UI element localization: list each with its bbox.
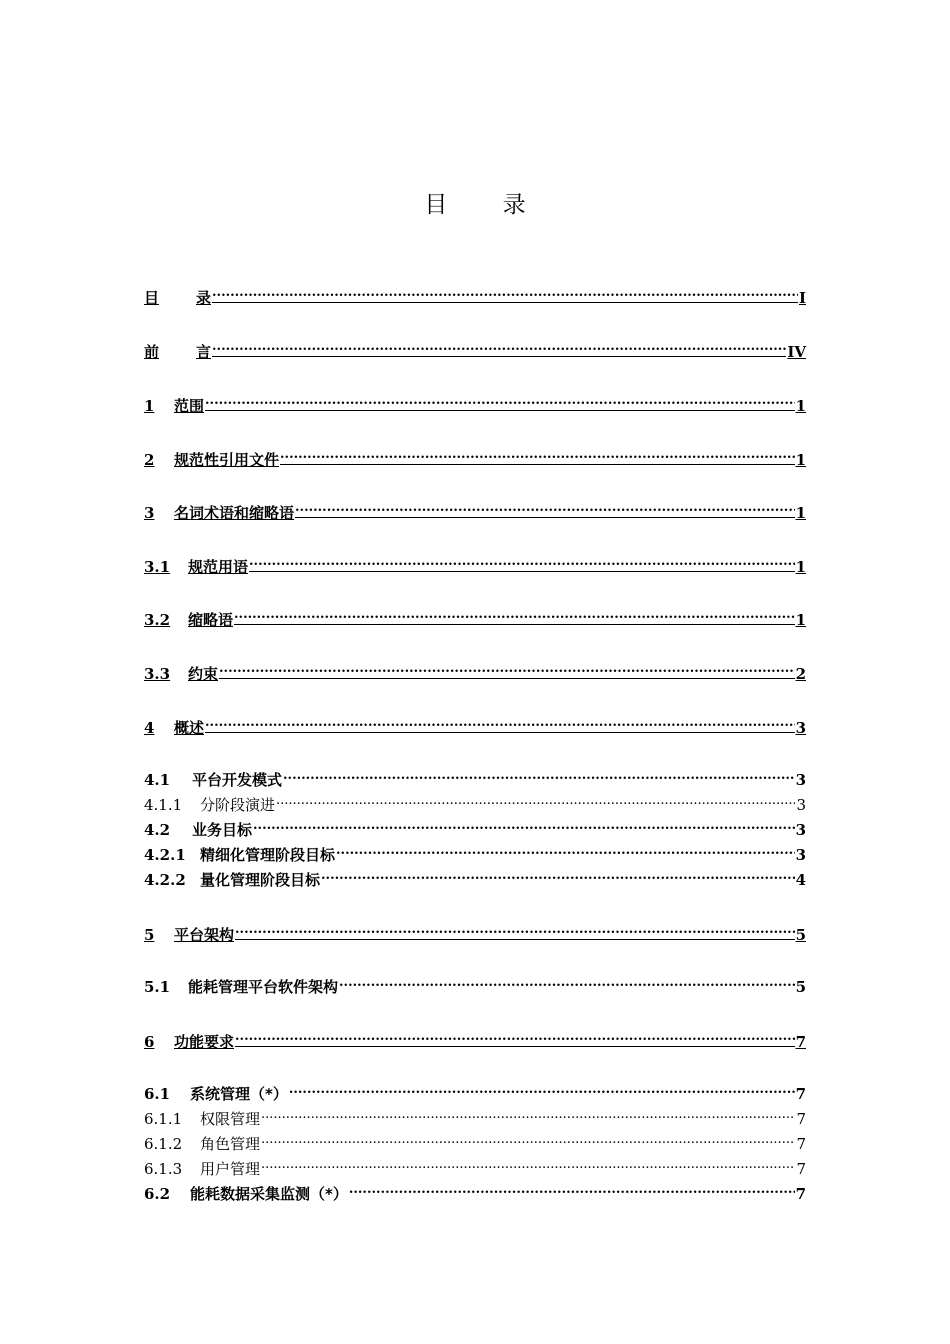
toc-entry-title: 缩略语 [188, 611, 234, 629]
toc-entry[interactable] [144, 503, 806, 522]
toc-dot-leader [261, 1160, 795, 1174]
toc-dot-leader [212, 288, 798, 303]
toc-entry-number: 4.1 [144, 771, 171, 789]
toc-entry-title: 系统管理（*） [190, 1085, 288, 1103]
toc-entry-number: 4.2.1 [144, 846, 186, 864]
toc-dot-leader [295, 503, 795, 518]
toc-entry[interactable] [144, 342, 806, 361]
title-char-2: 录 [502, 192, 526, 218]
toc-entry[interactable] [144, 771, 806, 789]
toc-dot-leader [234, 610, 795, 625]
toc-entry-page: 3 [795, 846, 806, 864]
toc-dot-leader [283, 771, 795, 785]
toc-entry[interactable] [144, 978, 806, 996]
toc-entry-number: 目 [144, 289, 160, 307]
toc-entry-number: 4.2 [144, 821, 171, 839]
toc-entry-page: I [798, 289, 806, 307]
toc-entry-title: 规范性引用文件 [174, 451, 280, 469]
toc-dot-leader [289, 1085, 795, 1099]
toc-dot-leader [261, 1135, 795, 1149]
toc-dot-leader [212, 342, 786, 357]
toc-entry-title: 言 [196, 343, 212, 361]
toc-entry-title: 分阶段演进 [200, 796, 276, 814]
toc-dot-leader [349, 1185, 795, 1199]
toc-entry-page: 7 [795, 1185, 806, 1203]
toc-entry-page: 3 [795, 719, 806, 737]
toc-dot-leader [261, 1110, 795, 1124]
toc-entry-number: 5.1 [144, 978, 171, 996]
toc-dot-leader [276, 796, 795, 810]
toc-entry-number: 1 [144, 397, 155, 415]
toc-entry-page: 7 [795, 1085, 806, 1103]
toc-dot-leader [205, 396, 795, 411]
toc-entry[interactable] [144, 846, 806, 864]
toc-entry-title: 约束 [188, 665, 219, 683]
toc-entry-number: 6.1.3 [144, 1160, 183, 1178]
toc-entry-number: 前 [144, 343, 160, 361]
toc-entry-title: 权限管理 [200, 1110, 261, 1128]
toc-entry[interactable] [144, 796, 806, 814]
toc-dot-leader [235, 1032, 795, 1047]
toc-entry-title: 规范用语 [188, 558, 249, 576]
toc-entry[interactable] [144, 821, 806, 839]
toc-entry-number: 3.1 [144, 558, 171, 576]
toc-entry-number: 6.1.2 [144, 1135, 183, 1153]
toc-entry-title: 角色管理 [200, 1135, 261, 1153]
toc-entry[interactable] [144, 1160, 806, 1178]
toc-entry[interactable] [144, 1185, 806, 1203]
toc-entry[interactable] [144, 1110, 806, 1128]
toc-entry-page: 5 [795, 926, 806, 944]
toc-entry[interactable] [144, 1032, 806, 1051]
toc-entry[interactable] [144, 925, 806, 944]
toc-dot-leader [280, 450, 795, 465]
toc-dot-leader [205, 718, 795, 733]
toc-dot-leader [339, 978, 795, 992]
toc-entry-number: 4.2.2 [144, 871, 186, 889]
toc-entry-number: 3.3 [144, 665, 171, 683]
toc-entry[interactable] [144, 396, 806, 415]
toc-dot-leader [249, 557, 795, 572]
toc-entry-number: 6.2 [144, 1185, 171, 1203]
toc-dot-leader [336, 846, 795, 860]
toc-entry-title: 名词术语和缩略语 [174, 504, 295, 522]
toc-entry[interactable] [144, 718, 806, 737]
toc-entry-page: 2 [795, 665, 806, 683]
toc-entry-page: 7 [795, 1033, 806, 1051]
toc-entry-title: 精细化管理阶段目标 [200, 846, 336, 864]
toc-entry-page: 7 [796, 1135, 806, 1153]
toc-entry[interactable] [144, 664, 806, 683]
toc-entry[interactable] [144, 450, 806, 469]
toc-entry[interactable] [144, 1135, 806, 1153]
toc-entry-number: 6.1 [144, 1085, 171, 1103]
toc-entry-page: 3 [795, 821, 806, 839]
toc-entry-page: 3 [795, 771, 806, 789]
toc-entry-title: 用户管理 [200, 1160, 261, 1178]
toc-entry-title: 能耗数据采集监测（*） [190, 1185, 348, 1203]
title-char-1: 目 [424, 192, 448, 218]
toc-dot-leader [235, 925, 795, 940]
toc-entry-title: 平台开发模式 [192, 771, 283, 789]
toc-entry-title: 录 [196, 289, 212, 307]
toc-entry-number: 5 [144, 926, 155, 944]
toc-entry-page: 3 [796, 796, 806, 814]
toc-entry-page: 1 [795, 451, 806, 469]
toc-entry-title: 平台架构 [174, 926, 235, 944]
toc-entry-page: 7 [796, 1160, 806, 1178]
toc-entry-title: 业务目标 [192, 821, 253, 839]
toc-entry-number: 4 [144, 719, 155, 737]
toc-entry-title: 量化管理阶段目标 [200, 871, 321, 889]
toc-entry-number: 6.1.1 [144, 1110, 183, 1128]
toc-entry-page: 1 [795, 558, 806, 576]
page-title [0, 186, 950, 219]
toc-entry-page: 4 [795, 871, 806, 889]
toc-entry[interactable] [144, 557, 806, 576]
toc-entry-number: 2 [144, 451, 155, 469]
toc-entry-number: 4.1.1 [144, 796, 183, 814]
toc-entry-number: 3 [144, 504, 155, 522]
toc-entry-page: 1 [795, 611, 806, 629]
toc-entry-page: 1 [795, 504, 806, 522]
toc-entry-page: IV [787, 343, 806, 361]
toc-entry-title: 功能要求 [174, 1033, 235, 1051]
toc-entry-page: 1 [795, 397, 806, 415]
toc-dot-leader [321, 871, 795, 885]
toc-entry-page: 7 [796, 1110, 806, 1128]
toc-entry-title: 范围 [174, 397, 205, 415]
toc-entry[interactable] [144, 610, 806, 629]
toc-dot-leader [253, 821, 795, 835]
toc-entry-page: 5 [795, 978, 806, 996]
toc-entry-title: 概述 [174, 719, 205, 737]
toc-entry[interactable] [144, 288, 806, 307]
toc-entry-number: 3.2 [144, 611, 171, 629]
toc-entry[interactable] [144, 1085, 806, 1103]
toc-entry-title: 能耗管理平台软件架构 [188, 978, 339, 996]
toc-entry[interactable] [144, 871, 806, 889]
toc-dot-leader [219, 664, 795, 679]
toc-entry-number: 6 [144, 1033, 155, 1051]
